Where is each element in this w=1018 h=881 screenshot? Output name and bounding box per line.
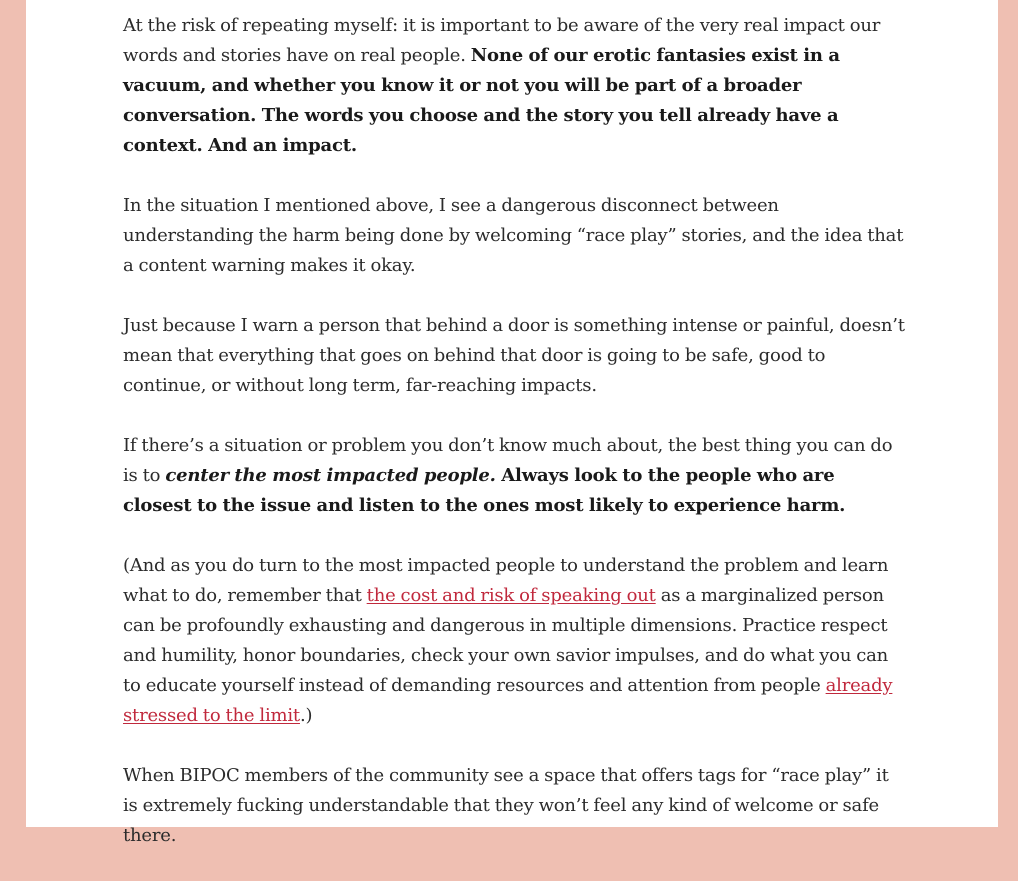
page-content	[26, 0, 998, 846]
paragraph-center-impacted	[123, 431, 905, 521]
paragraph-center-impacted-bold: Always look to the people who are closest to the issue and listen to the ones most likely to experience harm.	[123, 465, 846, 516]
paragraph-disconnect-text: In the situation I mentioned above, I see a dangerous disconnect between understanding the harm being done by welcoming “race play” stories, and the idea that a content warning makes it okay.	[123, 195, 904, 276]
paragraph-center-impacted-text: If there’s a situation or problem you don’t know much about, the best thing you can do is to	[123, 435, 893, 486]
paragraph-bipoc	[123, 761, 905, 851]
paragraph-impact	[123, 11, 905, 161]
article-body	[123, 11, 905, 881]
paragraph-center-impacted-italic: center the most impacted people.	[165, 465, 496, 486]
paragraph-bipoc-text: When BIPOC members of the community see a space that offers tags for “race play” it is extremely fucking understandable that they won’t feel any kind of welcome or safe there.	[123, 765, 889, 846]
already-stressed-link[interactable]: already stressed to the limit	[123, 675, 893, 726]
paragraph-marginalized-text-1: (And as you do turn to the most impacted people to understand the problem and learn what to do, remember that	[123, 555, 889, 606]
paragraph-marginalized-text-3: .)	[299, 705, 313, 726]
paragraph-door	[123, 311, 905, 401]
paragraph-marginalized-text-2: as a marginalized person can be profoundly exhausting and dangerous in multiple dimensions. Practice respect and humility, honor boundaries, check your own savior impulses, and do what you can to educate yourself instead of demanding resources and attention from people	[123, 585, 889, 696]
paragraph-center-impacted-highlight	[123, 465, 845, 516]
paragraph-disconnect	[123, 191, 905, 281]
paragraph-marginalized	[123, 551, 905, 731]
paragraph-impact-emphasis: None of our erotic fantasies exist in a vacuum, and whether you know it or not you will be part of a broader conversation. The words you choose and the story you tell already have a context. And an impact.	[123, 45, 840, 156]
paragraph-door-text: Just because I warn a person that behind a door is something intense or painful, doesn’t mean that everything that goes on behind that door is going to be safe, good to continue, or without long term, far-reaching impacts.	[123, 315, 905, 396]
cost-of-speaking-out-link[interactable]: the cost and risk of speaking out	[366, 585, 656, 606]
paragraph-impact-text: At the risk of repeating myself: it is important to be aware of the very real impact our words and stories have on real people.	[123, 15, 881, 66]
